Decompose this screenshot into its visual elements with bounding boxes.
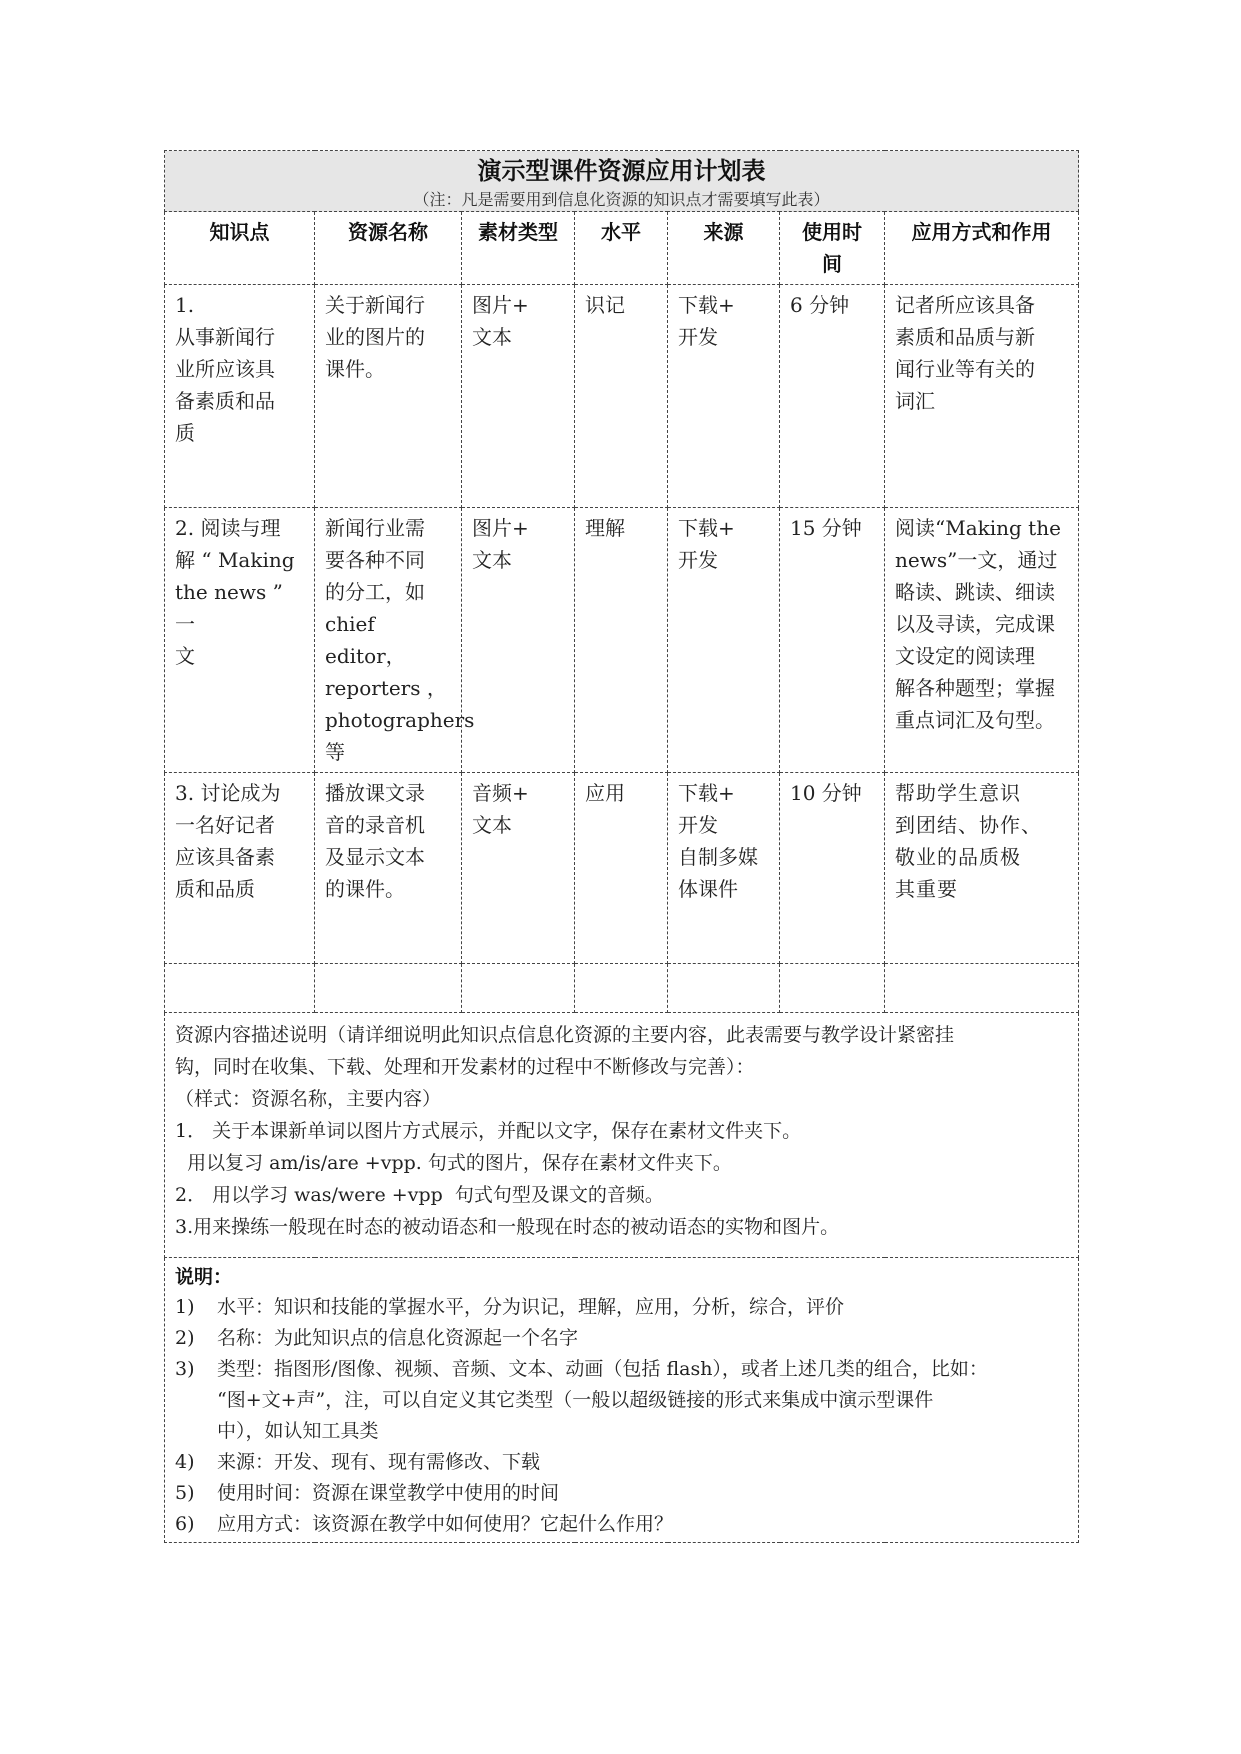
note-number: 6)	[175, 1513, 195, 1535]
cell-material-type	[462, 773, 575, 964]
empty-cell	[315, 964, 462, 1013]
cell-line: 文本	[472, 325, 512, 349]
title-row	[165, 151, 1079, 212]
resource-plan-sheet	[164, 150, 1078, 1543]
cell-line: 记者所应该具备	[895, 293, 1035, 317]
page-title: 演示型课件资源应用计划表	[477, 156, 766, 185]
cell-line: 3. 讨论成为	[175, 781, 281, 805]
cell-line: chief editor，	[325, 612, 406, 668]
cell-knowledge-point	[165, 285, 315, 508]
cell-line: 文本	[472, 548, 512, 572]
note-text: 使用时间：资源在课堂教学中使用的时间	[217, 1482, 560, 1504]
cell-line: 图片+	[472, 516, 529, 540]
cell-line: 素质和品质与新	[895, 325, 1035, 349]
cell-line: 开发	[678, 548, 718, 572]
table-row	[165, 285, 1079, 508]
description-line: 资源内容描述说明（请详细说明此知识点信息化资源的主要内容，此表需要与教学设计紧密挂	[175, 1024, 955, 1046]
empty-table-row	[165, 964, 1079, 1013]
note-number: 2)	[175, 1327, 195, 1349]
note-number: 1)	[175, 1296, 195, 1318]
cell-line: 2. 阅读与理	[175, 516, 281, 540]
note-item	[175, 1447, 1068, 1478]
cell-source	[668, 508, 780, 773]
cell-line: 1.	[175, 293, 195, 317]
cell-time: 10 分钟	[780, 773, 885, 964]
cell-line: 词汇	[895, 389, 935, 413]
description-line: 3.用来操练一般现在时态的被动语态和一般现在时态的被动语态的实物和图片。	[175, 1216, 840, 1238]
header-source: 来源	[668, 212, 780, 285]
cell-line: 质	[175, 421, 195, 445]
cell-line: 质和品质	[175, 877, 255, 901]
cell-line: 到团结、协作、	[895, 813, 1042, 837]
note-text	[217, 1354, 1068, 1447]
cell-line: 重点词汇及句型。	[895, 708, 1055, 732]
cell-line: photographers	[325, 708, 475, 732]
cell-line: 下载+	[678, 781, 735, 805]
page-subtitle: （注：凡是需要用到信息化资源的知识点才需要填写此表）	[413, 190, 830, 209]
cell-line: 关于新闻行	[325, 293, 425, 317]
note-text-line: 类型：指图形/图像、视频、音频、文本、动画（包括 flash），或者上述几类的组合，比如：	[217, 1358, 988, 1380]
header-time	[780, 212, 885, 285]
cell-source	[668, 285, 780, 508]
cell-line: 播放课文录	[325, 781, 425, 805]
cell-knowledge-point	[165, 508, 315, 773]
cell-line: 下载+	[678, 293, 735, 317]
empty-cell	[885, 964, 1079, 1013]
description-row	[165, 1013, 1079, 1258]
note-item	[175, 1323, 1068, 1354]
header-level: 水平	[575, 212, 668, 285]
description-line: （样式：资源名称，主要内容）	[175, 1088, 442, 1110]
cell-line: 课件。	[325, 357, 385, 381]
cell-line: news”一文，通过	[895, 548, 1058, 572]
cell-line: 文设定的阅读理	[895, 644, 1035, 668]
cell-line: 下载+	[678, 516, 735, 540]
description-line: 用以复习 am/is/are +vpp. 句式的图片，保存在素材文件夹下。	[175, 1152, 732, 1174]
note-number: 5)	[175, 1482, 195, 1504]
cell-resource-name	[315, 285, 462, 508]
header-resource-name: 资源名称	[315, 212, 462, 285]
cell-line: 要各种不同	[325, 548, 425, 572]
note-text-line: “图+文+声”，注，可以自定义其它类型（一般以超级链接的形式来集成中演示型课件	[217, 1389, 934, 1411]
cell-level: 应用	[575, 773, 668, 964]
note-number: 3)	[175, 1358, 195, 1380]
cell-line: 业所应该具	[175, 357, 275, 381]
notes-row	[165, 1258, 1079, 1543]
cell-resource-name	[315, 773, 462, 964]
table-row	[165, 508, 1079, 773]
note-item	[175, 1292, 1068, 1323]
resource-plan-table	[164, 150, 1079, 1543]
cell-line: 文本	[472, 813, 512, 837]
notes-title: 说明：	[175, 1266, 233, 1288]
cell-line: 的分工，如	[325, 580, 425, 604]
cell-source	[668, 773, 780, 964]
cell-line: 的课件。	[325, 877, 405, 901]
cell-line: 闻行业等有关的	[895, 357, 1035, 381]
cell-line: 开发	[678, 813, 718, 837]
cell-line: 及显示文本	[325, 845, 425, 869]
header-knowledge-point: 知识点	[165, 212, 315, 285]
cell-material-type	[462, 285, 575, 508]
cell-line: 新闻行业需	[325, 516, 425, 540]
cell-line: 音频+	[472, 781, 529, 805]
empty-cell	[668, 964, 780, 1013]
cell-time: 6 分钟	[780, 285, 885, 508]
cell-usage	[885, 773, 1079, 964]
empty-cell	[575, 964, 668, 1013]
header-row	[165, 212, 1079, 285]
table-row	[165, 773, 1079, 964]
cell-line: 图片+	[472, 293, 529, 317]
cell-usage	[885, 508, 1079, 773]
note-number: 4)	[175, 1451, 195, 1473]
cell-line: 等	[325, 740, 345, 764]
cell-line: 解各种题型；掌握	[895, 676, 1055, 700]
note-item	[175, 1478, 1068, 1509]
cell-line: 文	[175, 644, 195, 668]
cell-line: 备素质和品	[175, 389, 275, 413]
cell-line: 自制多媒	[678, 845, 758, 869]
cell-line: the news ” 一	[175, 580, 283, 636]
header-usage: 应用方式和作用	[885, 212, 1079, 285]
cell-level: 识记	[575, 285, 668, 508]
note-text: 应用方式：该资源在教学中如何使用？它起什么作用？	[217, 1513, 674, 1535]
cell-knowledge-point	[165, 773, 315, 964]
note-text: 名称：为此知识点的信息化资源起一个名字	[217, 1327, 579, 1349]
notes-cell	[165, 1258, 1079, 1543]
cell-line: 从事新闻行	[175, 325, 275, 349]
header-time-line1: 使用时	[802, 220, 862, 244]
cell-line: 音的录音机	[325, 813, 425, 837]
cell-level: 理解	[575, 508, 668, 773]
cell-line: 敬业的品质极	[895, 845, 1021, 869]
title-cell	[165, 151, 1079, 212]
cell-line: 开发	[678, 325, 718, 349]
cell-line: 其重要	[895, 877, 958, 901]
cell-line: 解 “ Making	[175, 548, 295, 572]
cell-line: reporters ，	[325, 676, 447, 700]
cell-line: 应该具备素	[175, 845, 275, 869]
description-cell	[165, 1013, 1079, 1258]
description-line: 1． 关于本课新单词以图片方式展示，并配以文字，保存在素材文件夹下。	[175, 1120, 802, 1142]
description-line: 2． 用以学习 was/were +vpp 句式句型及课文的音频。	[175, 1184, 664, 1206]
cell-time: 15 分钟	[780, 508, 885, 773]
cell-line: 帮助学生意识	[895, 781, 1021, 805]
cell-line: 业的图片的	[325, 325, 425, 349]
cell-usage	[885, 285, 1079, 508]
cell-resource-name	[315, 508, 475, 773]
note-item	[175, 1509, 1068, 1540]
cell-material-type	[462, 508, 575, 773]
cell-line: 略读、跳读、细读	[895, 580, 1055, 604]
cell-line: 以及寻读，完成课	[895, 612, 1055, 636]
header-time-line2: 间	[822, 252, 842, 276]
description-line: 钩，同时在收集、下载、处理和开发素材的过程中不断修改与完善）：	[175, 1056, 755, 1078]
cell-line: 阅读“Making the	[895, 516, 1061, 540]
note-item	[175, 1354, 1068, 1447]
header-material-type: 素材类型	[462, 212, 575, 285]
cell-line: 一名好记者	[175, 813, 275, 837]
cell-line: 体课件	[678, 877, 738, 901]
note-text-line: 中），如认知工具类	[217, 1420, 379, 1442]
empty-cell	[165, 964, 315, 1013]
empty-cell	[462, 964, 575, 1013]
note-text: 水平：知识和技能的掌握水平，分为识记，理解，应用，分析，综合，评价	[217, 1296, 845, 1318]
note-text: 来源：开发、现有、现有需修改、下载	[217, 1451, 541, 1473]
empty-cell	[780, 964, 885, 1013]
